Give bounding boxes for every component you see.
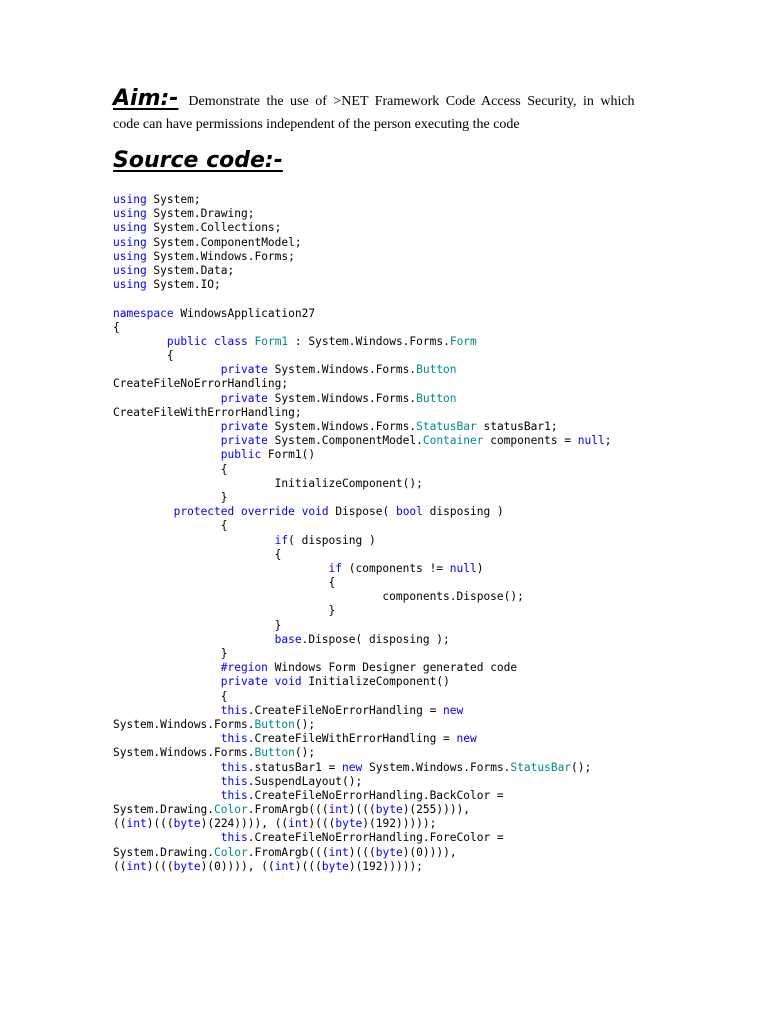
code-listing (113, 193, 673, 874)
code-line (113, 817, 673, 831)
code-line (113, 775, 673, 789)
code-line (113, 803, 673, 817)
code-line (113, 250, 673, 264)
code-keyword: this (113, 703, 248, 717)
code-keyword: using (113, 263, 147, 277)
code-keyword: this (113, 774, 248, 788)
code-keyword: this (113, 788, 248, 802)
code-text: (); (294, 746, 316, 760)
code-keyword: private (113, 675, 268, 689)
code-text: .SuspendLayout(); (247, 774, 363, 788)
code-text: )((( (348, 803, 376, 817)
code-text: InitializeComponent() (301, 675, 450, 689)
code-text: System.Windows.Forms; (146, 249, 295, 263)
code-line (113, 491, 673, 505)
code-keyword: base (113, 632, 302, 646)
code-keyword: new (443, 703, 464, 717)
code-keyword: void (274, 675, 302, 689)
code-keyword: using (113, 193, 147, 206)
code-text: )(0)))), (( (200, 859, 275, 873)
code-line (113, 477, 673, 491)
code-line (113, 675, 673, 689)
code-keyword: namespace (113, 306, 174, 320)
code-text (295, 505, 302, 518)
code-text: System.Windows.Forms. (362, 760, 511, 774)
code-type-name: Container (422, 434, 484, 448)
aim-section (113, 86, 713, 134)
code-keyword: byte (321, 859, 349, 873)
code-line (113, 789, 673, 803)
code-line (113, 548, 673, 562)
code-line (113, 420, 673, 434)
code-text: ( disposing ) (288, 533, 376, 547)
code-text: System.IO; (146, 278, 221, 292)
code-type-name: Color (214, 845, 248, 859)
code-text: )(0)))), (402, 845, 457, 859)
code-text: )((( (348, 845, 376, 859)
code-line (113, 363, 673, 377)
code-line (113, 377, 673, 391)
code-text: { (113, 576, 336, 590)
code-text: Form1() (261, 448, 316, 462)
code-keyword: private (113, 420, 268, 433)
aim-text-line-1: Demonstrate the use of >NET Framework Code Access Security, in which (188, 94, 635, 109)
code-text: Dispose( (328, 505, 396, 519)
code-text: .CreateFileWithErrorHandling = (247, 732, 457, 746)
code-line (113, 746, 673, 760)
code-keyword: int (126, 817, 147, 831)
code-type-name: Color (214, 803, 248, 817)
code-keyword: if (113, 561, 343, 575)
code-text (113, 505, 174, 518)
code-keyword: private (113, 434, 268, 448)
code-text: { (113, 320, 120, 334)
code-line (113, 690, 673, 704)
code-text: InitializeComponent(); (113, 476, 423, 490)
code-text: )(255)))), (402, 803, 471, 817)
code-text: WindowsApplication27 (173, 306, 316, 320)
code-text: components.Dispose(); (113, 590, 524, 604)
code-line (113, 590, 673, 604)
code-type-name: Button (416, 363, 457, 377)
code-keyword: private (113, 391, 268, 405)
code-text: disposing ) (422, 505, 504, 519)
code-keyword: if (113, 533, 289, 547)
code-line (113, 264, 673, 278)
code-line (113, 292, 673, 306)
code-keyword: byte (375, 845, 403, 859)
code-text: System.Collections; (146, 221, 282, 235)
code-line (113, 661, 673, 675)
code-text: CreateFileWithErrorHandling; (113, 405, 302, 419)
code-line (113, 704, 673, 718)
code-keyword: int (274, 859, 295, 873)
code-text: CreateFileNoErrorHandling; (113, 377, 289, 391)
code-text: System; (146, 193, 201, 206)
code-keyword: int (328, 803, 349, 817)
aim-text-line-2: code can have permissions independent of the person executing the code (113, 117, 520, 132)
code-text: .FromArgb((( (247, 845, 329, 859)
aim-first-line (113, 86, 713, 115)
code-keyword: using (113, 221, 147, 235)
code-line (113, 647, 673, 661)
code-text: } (113, 618, 282, 632)
code-line (113, 193, 673, 207)
code-line (113, 221, 673, 235)
code-keyword: public (113, 334, 208, 348)
code-text: { (113, 689, 228, 703)
code-text: .Dispose( disposing ); (301, 632, 450, 646)
code-text: )(192))))); (362, 817, 437, 831)
code-text: ; (604, 434, 612, 448)
code-text: )((( (146, 859, 174, 873)
code-line (113, 718, 673, 732)
code-text: .statusBar1 = (247, 760, 343, 774)
code-line (113, 335, 673, 349)
code-text: System.Windows.Forms. (267, 420, 417, 433)
code-text: System.Drawing. (113, 845, 215, 859)
code-text: (components != (342, 561, 450, 575)
code-text (268, 675, 275, 688)
code-keyword: using (113, 207, 147, 221)
code-keyword: int (288, 817, 309, 831)
code-text: System.Windows.Forms. (267, 391, 417, 405)
code-keyword: byte (335, 817, 363, 831)
code-text: (( (113, 859, 127, 873)
code-text: .CreateFileNoErrorHandling = (247, 703, 444, 717)
code-text: (( (113, 817, 127, 831)
code-line (113, 236, 673, 250)
code-type-name: Button (254, 746, 295, 760)
code-line (113, 448, 673, 462)
code-text: statusBar1; (476, 420, 558, 433)
code-keyword: using (113, 278, 147, 292)
code-text: System.Windows.Forms. (267, 363, 417, 377)
code-text: .CreateFileNoErrorHandling.BackColor = (247, 788, 504, 802)
code-line (113, 278, 673, 292)
code-text: System.Data; (146, 263, 235, 277)
code-keyword: override (241, 505, 295, 519)
code-line (113, 619, 673, 633)
code-text: (); (294, 717, 316, 731)
code-line (113, 392, 673, 406)
code-keyword: protected (173, 505, 235, 519)
code-keyword: byte (375, 803, 403, 817)
code-type-name: Form1 (254, 334, 289, 348)
code-line (113, 576, 673, 590)
code-text: System.Windows.Forms. (113, 717, 255, 731)
code-line (113, 860, 673, 874)
code-type-name: Form (449, 334, 477, 348)
code-line (113, 505, 673, 519)
code-text: .FromArgb((( (247, 803, 329, 817)
code-keyword: null (449, 561, 477, 575)
code-keyword: this (113, 732, 248, 746)
code-text: } (113, 490, 228, 504)
code-line (113, 761, 673, 775)
code-text: )((( (146, 817, 174, 831)
code-keyword: using (113, 235, 147, 249)
code-line (113, 434, 673, 448)
code-line (113, 463, 673, 477)
code-line (113, 604, 673, 618)
code-text: } (113, 647, 228, 660)
source-code-heading: Source code:- (113, 148, 283, 173)
code-text: { (113, 349, 174, 363)
code-text: { (113, 462, 228, 476)
code-text: Windows Form Designer generated code (267, 661, 518, 675)
code-text: : System.Windows.Forms. (288, 334, 450, 348)
code-keyword: using (113, 249, 147, 263)
code-line (113, 349, 673, 363)
code-text: )(192))))); (348, 859, 423, 873)
code-text: System.Windows.Forms. (113, 746, 255, 760)
code-text: } (113, 604, 336, 618)
code-text: (); (571, 760, 592, 774)
code-type-name: StatusBar (510, 760, 572, 774)
code-text: { (113, 547, 282, 561)
code-keyword: byte (173, 859, 201, 873)
code-line (113, 831, 673, 845)
code-line (113, 633, 673, 647)
code-keyword: int (126, 859, 147, 873)
code-text: .CreateFileNoErrorHandling.ForeColor = (247, 831, 504, 845)
code-line (113, 562, 673, 576)
code-line (113, 519, 673, 533)
code-keyword: new (342, 760, 363, 774)
code-keyword: null (577, 434, 605, 448)
code-line (113, 207, 673, 221)
code-keyword: int (328, 845, 349, 859)
code-keyword: private (113, 363, 268, 377)
code-type-name: StatusBar (416, 420, 477, 433)
code-line (113, 534, 673, 548)
code-text (234, 505, 241, 518)
code-type-name: Button (254, 717, 295, 731)
code-text: ) (476, 561, 484, 575)
code-text: )((( (308, 817, 336, 831)
code-line (113, 846, 673, 860)
code-keyword: public (113, 448, 262, 462)
code-type-name: Button (416, 391, 457, 405)
code-keyword: #region (113, 661, 268, 675)
code-line (113, 406, 673, 420)
code-line (113, 321, 673, 335)
code-text: System.ComponentModel. (267, 434, 423, 448)
code-text: { (113, 519, 228, 533)
code-keyword: void (301, 505, 329, 519)
aim-heading: Aim:- (113, 86, 179, 111)
code-line (113, 307, 673, 321)
code-keyword: new (456, 732, 477, 746)
code-keyword: bool (395, 505, 423, 519)
code-text: )(224)))), (( (200, 817, 289, 831)
code-text: System.Drawing. (113, 803, 215, 817)
code-text: System.ComponentModel; (146, 235, 302, 249)
code-line (113, 732, 673, 746)
code-text: System.Drawing; (146, 207, 255, 221)
code-text: components = (483, 434, 578, 448)
code-keyword: byte (173, 817, 201, 831)
code-keyword: class (214, 334, 248, 348)
code-keyword: this (113, 831, 248, 845)
code-text: )((( (294, 859, 322, 873)
code-keyword: this (113, 760, 248, 774)
